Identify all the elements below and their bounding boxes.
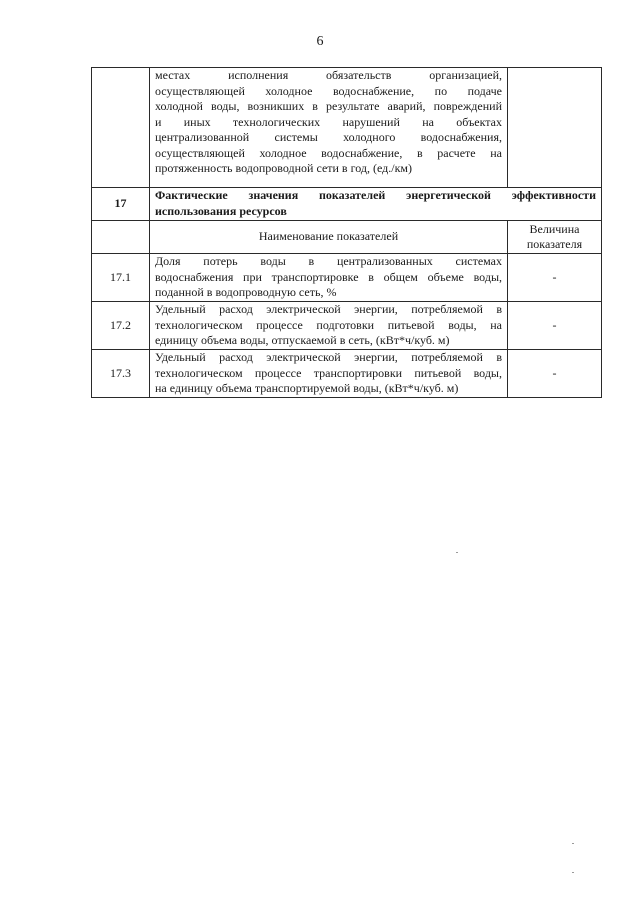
- continuation-line: холодной воды, возникших в результате аварий, повреждений: [155, 99, 502, 113]
- scan-speck: [572, 843, 574, 844]
- section-row: [92, 188, 602, 221]
- row-line: Удельный расход электрической энергии, потребляемой в: [155, 302, 502, 316]
- row-number: 17.1: [92, 254, 150, 302]
- header-value-line: показателя: [526, 237, 583, 251]
- table-row: [92, 302, 602, 350]
- row-line: Доля потерь воды в централизованных системах: [155, 254, 502, 268]
- row-line: поданной в водопроводную сеть, %: [155, 285, 337, 299]
- row-line: технологическом процессе подготовки питьевой воды, на: [155, 317, 502, 332]
- row-name: [150, 350, 508, 398]
- row-value: -: [508, 350, 602, 398]
- continuation-text-cell: [150, 68, 508, 188]
- header-name: Наименование показателей: [150, 221, 508, 254]
- indicators-table: [91, 67, 602, 398]
- row-name: [150, 254, 508, 302]
- continuation-value-cell: [508, 68, 602, 188]
- continuation-line: протяженность водопроводной сети в год, (ед./км): [155, 161, 413, 175]
- row-line: Удельный расход электрической энергии, потребляемой в: [155, 350, 502, 364]
- continuation-line: и иных технологических нарушений на объектах: [155, 114, 502, 129]
- section-title-line: использования ресурсов: [155, 203, 287, 218]
- row-line: на единицу объема транспортируемой воды, (кВт*ч/куб. м): [155, 381, 459, 395]
- page-number: 6: [316, 34, 324, 49]
- section-title-line: Фактические значения показателей энергетической эффективности: [155, 188, 596, 202]
- section-number: 17: [92, 188, 150, 221]
- header-row: [92, 221, 602, 254]
- row-line: технологическом процессе транспортировки питьевой воды,: [155, 365, 502, 380]
- row-line: единицу объема воды, отпускаемой в сеть, (кВт*ч/куб. м): [155, 333, 450, 347]
- header-value: [508, 221, 602, 254]
- header-number-cell: [92, 221, 150, 254]
- row-number: 17.3: [92, 350, 150, 398]
- continuation-line: осуществляющей холодное водоснабжение, в расчете на: [155, 145, 502, 160]
- continuation-number-cell: [92, 68, 150, 188]
- row-value: -: [508, 302, 602, 350]
- row-value: -: [508, 254, 602, 302]
- scan-speck: [572, 872, 574, 873]
- section-title: [150, 188, 602, 221]
- header-value-line: Величина: [529, 221, 580, 236]
- row-number: 17.2: [92, 302, 150, 350]
- continuation-line: централизованной системы холодного водоснабжения,: [155, 130, 502, 144]
- table-row: [92, 254, 602, 302]
- table-row: [92, 350, 602, 398]
- row-line: водоснабжения при транспортировке в общем объеме воды,: [155, 269, 502, 284]
- continuation-line: осуществляющей холодное водоснабжение, по подаче: [155, 83, 502, 98]
- continuation-line: местах исполнения обязательств организацией,: [155, 68, 502, 82]
- continuation-row: [92, 68, 602, 188]
- row-name: [150, 302, 508, 350]
- scan-speck: [456, 552, 458, 553]
